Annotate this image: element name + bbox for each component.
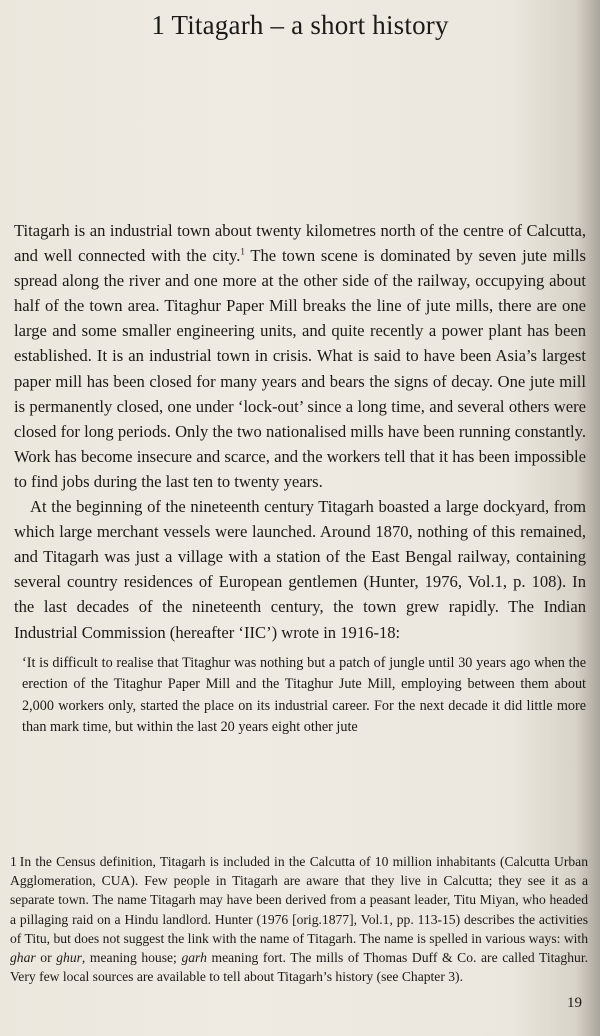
footnote-number: 1	[10, 854, 17, 869]
page-number: 19	[567, 995, 582, 1011]
paragraph-2	[14, 494, 586, 645]
footnote	[10, 852, 588, 986]
paragraph-1-text: Titagarh is an industrial town about twenty kilometres north of the centre of Calcutta, and well connected with the city.	[14, 221, 586, 266]
footnote-text: In the Census definition, Titagarh is included in the Calcutta of 10 million inhabitants (Calcutta Urban Agglomeration, CUA). Few people in Titagarh are aware that they live in Calcutta; they see it as a separate town. The name Titagarh may have been derived from a peasant leader, Titu Miyan, who headed a pillaging raid on a Hindu landlord. Hunter (1976 [orig.1877], Vol.1, pp. 113-15) describes the activities of Titu, but does not suggest the link with the name of Titagarh. The name is spelled in various ways: with	[10, 854, 588, 946]
chapter-title: 1 Titagarh – a short history	[151, 10, 449, 40]
body-text	[14, 218, 586, 739]
paragraph-1	[14, 218, 586, 494]
footnote-term-ghur: ghur	[56, 950, 82, 966]
paragraph-2-text: At the beginning of the nineteenth century Titagarh boasted a large dockyard, from which large merchant vessels were launched. Around 1870, nothing of this remained, and Titagarh was just a village with a station of the East Bengal railway, containing several country residences of European gentlemen (Hunter, 1976, Vol.1, p. 108). In the last decades of the nineteenth century, the town grew rapidly. The Indian Industrial Commission (hereafter ‘IIC’) wrote in 1916-18:	[14, 497, 586, 642]
footnote-term-garh: garh	[181, 950, 207, 966]
footnote-text: meaning fort. The mills of Thomas Duff & Co. are called Titaghur. Very few local sources are available to tell about Titagarh’s history (see Chapter 3).	[10, 950, 588, 985]
footnote-text: or	[35, 950, 57, 966]
block-quote: ‘It is difficult to realise that Titaghur was nothing but a patch of jungle until 30 years ago when the erection of the Titaghur Paper Mill and the Titaghur Jute Mill, employing between them about 2,000 workers only, started the place on its industrial career. For the next decade it did little more than mark time, but within the last 20 years eight other jute	[22, 654, 586, 736]
footnote-reference[interactable]: 1	[240, 246, 245, 257]
footnote-term-ghar: ghar	[10, 950, 36, 966]
footnote-text: , meaning house;	[81, 950, 182, 966]
paragraph-1-text-continued: The town scene is dominated by seven jute mills spread along the river and one more at the other side of the railway, occupying about half of the town area. Titaghur Paper Mill breaks the line of jute mills, there are one large and some smaller engineering units, and quite recently a power plant has been established. It is an industrial town in crisis. What is said to have been Asia’s largest paper mill has been closed for many years and bears the signs of decay. One jute mill is permanently closed, one under ‘lock-out’ since a long time, and several others were closed for long periods. Only the two nationalised mills have been running constantly. Work has become insecure and scarce, and the workers tell that it has been impossible to find jobs during the last ten to twenty years.	[14, 246, 586, 491]
